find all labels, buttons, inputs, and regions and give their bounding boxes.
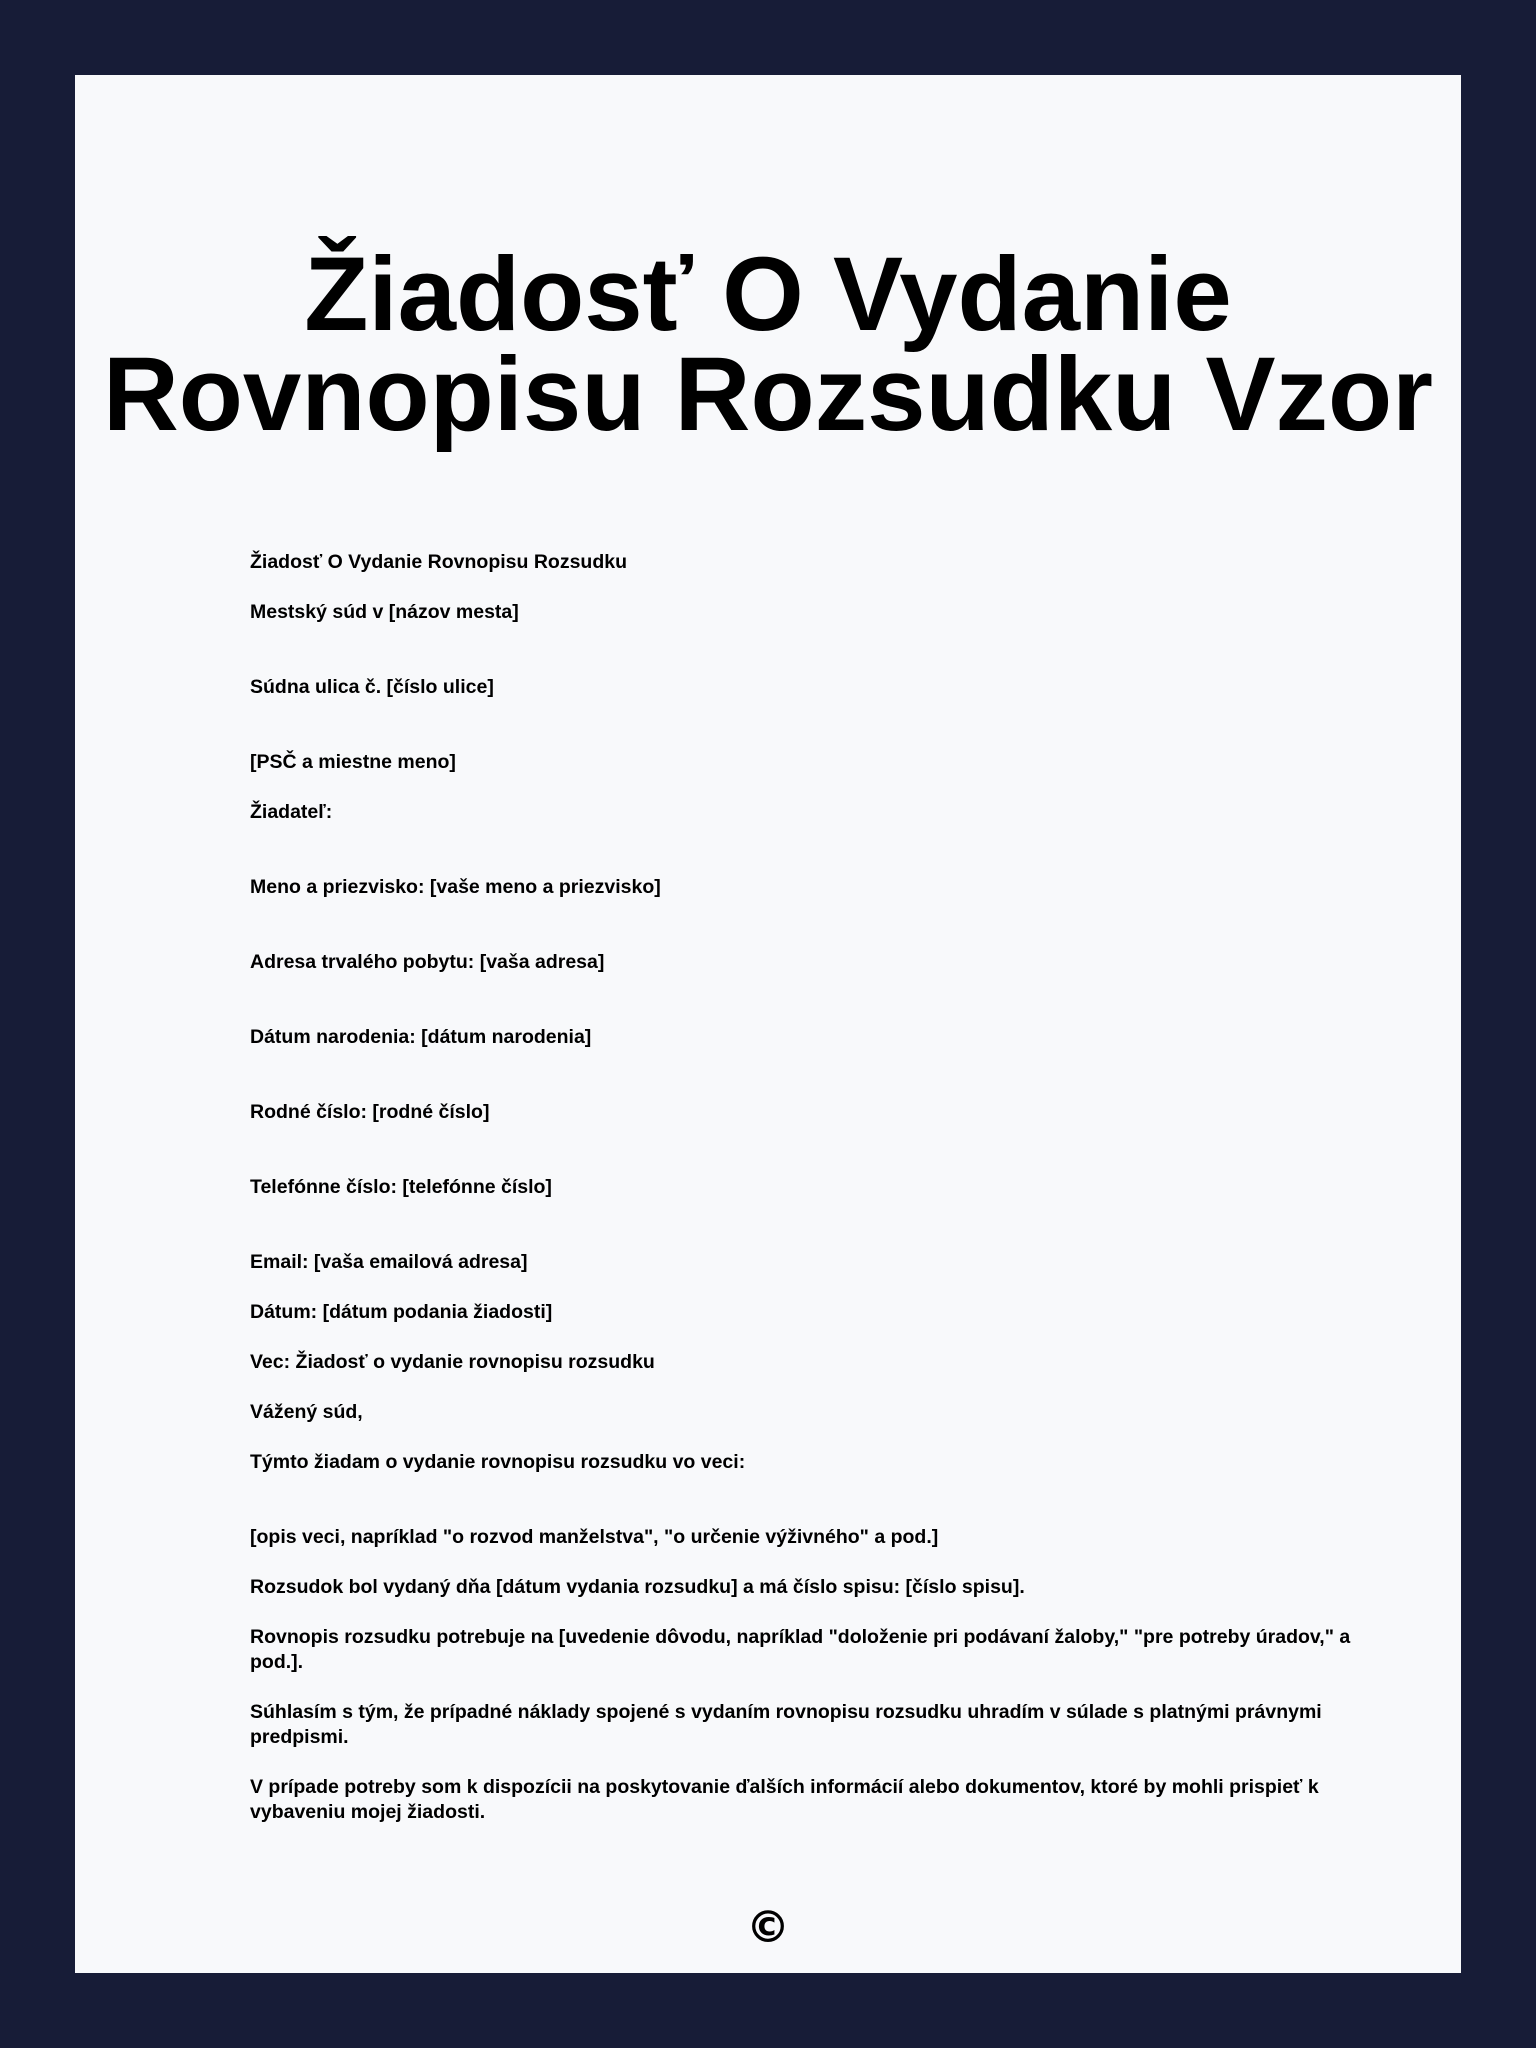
document-title: Žiadosť O Vydanie Rovnopisu Rozsudku Vzor <box>102 236 1434 453</box>
case-description-line: [opis veci, napríklad "o rozvod manželstva", "o určenie výživného" a pod.] <box>250 1526 939 1548</box>
applicant-birthdate-line: Dátum narodenia: [dátum narodenia] <box>250 1026 592 1048</box>
applicant-phone-line: Telefónne číslo: [telefónne číslo] <box>250 1176 552 1198</box>
document-page <box>75 75 1461 1973</box>
date-line: Dátum: [dátum podania žiadosti] <box>250 1301 553 1323</box>
applicant-heading: Žiadateľ: <box>250 801 333 823</box>
court-name-line: Mestský súd v [názov mesta] <box>250 601 519 623</box>
request-intro-line: Týmto žiadam o vydanie rovnopisu rozsudku vo veci: <box>250 1451 746 1473</box>
subject-line: Vec: Žiadosť o vydanie rovnopisu rozsudku <box>250 1351 655 1373</box>
applicant-address-line: Adresa trvalého pobytu: [vaša adresa] <box>250 951 605 973</box>
judgment-date-line: Rozsudok bol vydaný dňa [dátum vydania rozsudku] a má číslo spisu: [číslo spisu]. <box>250 1576 1025 1598</box>
applicant-id-number-line: Rodné číslo: [rodné číslo] <box>250 1101 490 1123</box>
court-postcode-line: [PSČ a miestne meno] <box>250 751 456 773</box>
court-street-line: Súdna ulica č. [číslo ulice] <box>250 676 494 698</box>
copyright-icon: © <box>746 1902 790 1953</box>
salutation-line: Vážený súd, <box>250 1401 363 1423</box>
purpose-paragraph: Rovnopis rozsudku potrebuje na [uvedenie dôvodu, napríklad "doloženie pri podávaní žaloby," "pre potreby úradov," a pod.]. <box>250 1626 1351 1673</box>
heading-line: Žiadosť O Vydanie Rovnopisu Rozsudku <box>250 551 627 573</box>
applicant-name-line: Meno a priezvisko: [vaše meno a priezvisko] <box>250 876 661 898</box>
costs-paragraph: Súhlasím s tým, že prípadné náklady spojené s vydaním rovnopisu rozsudku uhradím v súlade s platnými právnymi predpismi. <box>250 1701 1322 1748</box>
closing-paragraph: V prípade potreby som k dispozícii na poskytovanie ďalších informácií alebo dokumentov, ktoré by mohli prispieť k vybaveniu mojej žiadosti. <box>250 1776 1319 1823</box>
applicant-email-line: Email: [vaša emailová adresa] <box>250 1251 528 1273</box>
